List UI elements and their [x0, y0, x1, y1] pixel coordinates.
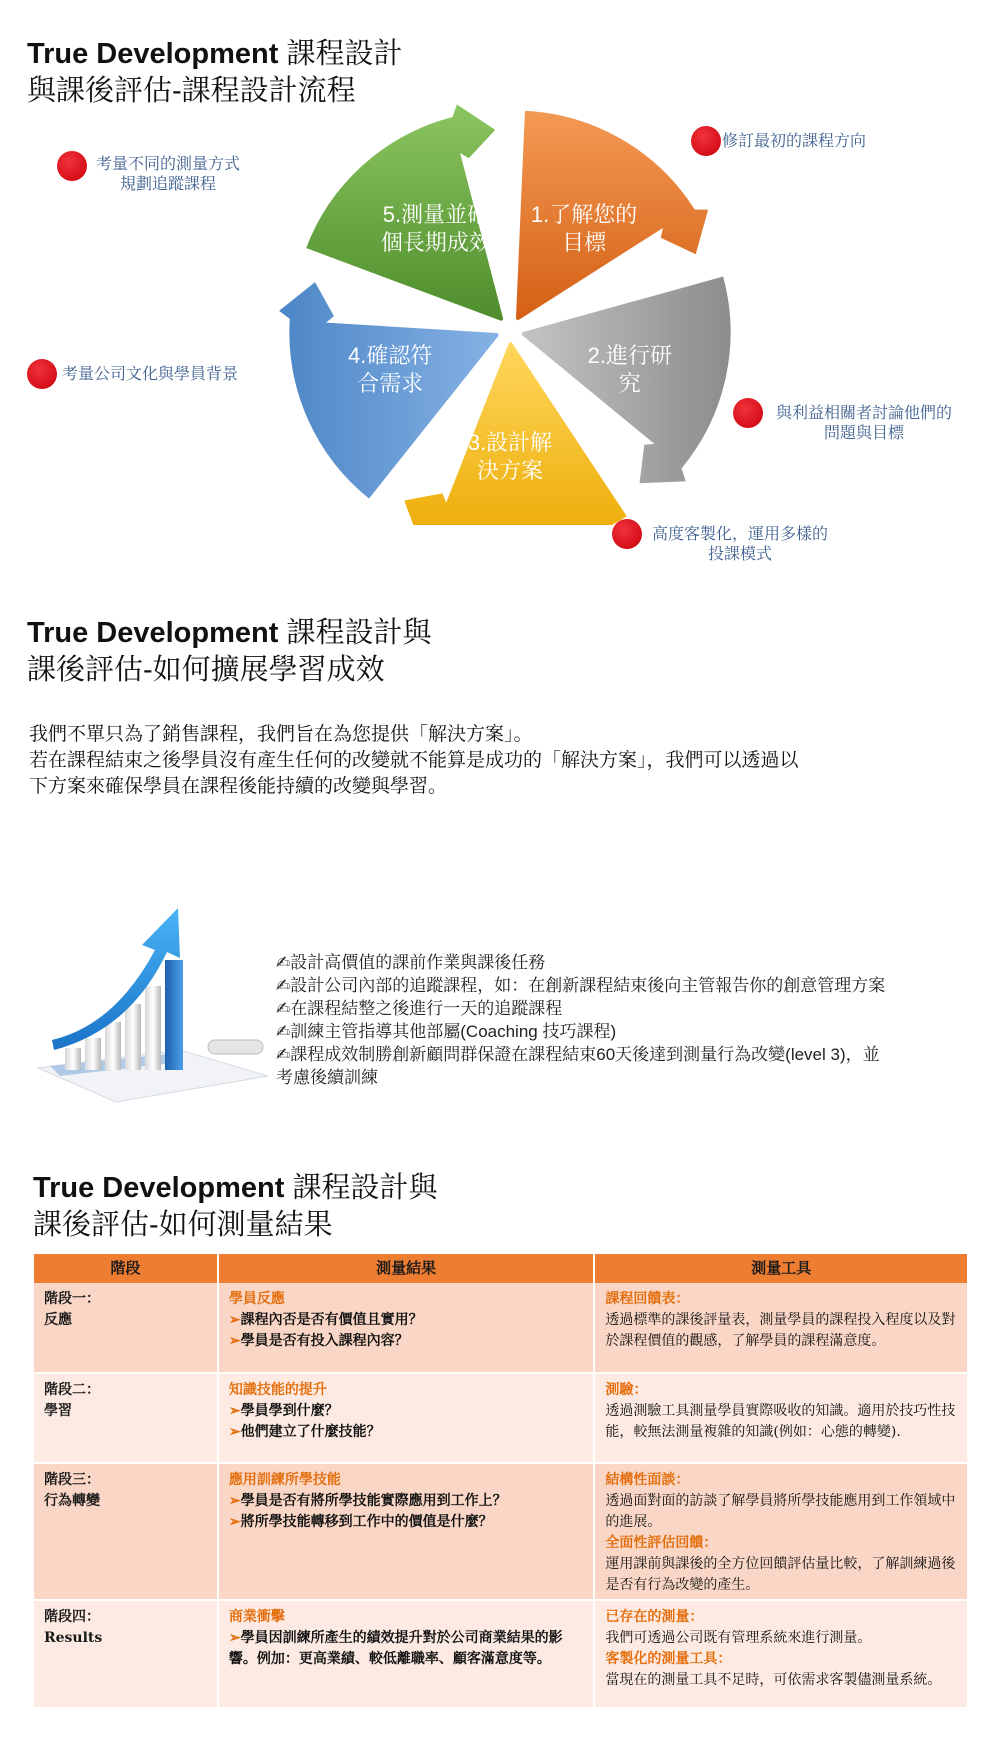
tool-cell: 課程回饋表： 透過標準的課後評量表，測量學員的課程投入程度以及對於課程價值的觀感，了解學員的課程滿意度。: [594, 1283, 968, 1373]
bullet-item-continued: 考慮後續訓練: [276, 1068, 378, 1087]
header-tool: 測量工具: [594, 1254, 968, 1283]
intro-paragraph: [29, 722, 799, 800]
pen-icon: ✍: [276, 976, 291, 995]
bullet-item: ✍設計公司內部的追蹤課程，如：在創新課程結束後向主管報告你的創意管理方案: [276, 976, 886, 995]
section3-title: [33, 1170, 437, 1244]
cycle-label: 1.了解您的: [530, 202, 638, 228]
note-4: 考量公司文化與學員背景: [62, 366, 239, 383]
arrow-marker-icon: ➢: [228, 1312, 241, 1328]
cycle-label: 4.確認符: [348, 342, 433, 368]
tool-cell: 測驗： 透過測驗工具測量學員實際吸收的知識。適用於技巧性技能，較無法測量複雜的知識(例如：心態的轉變).: [594, 1373, 968, 1463]
measurement-table: [34, 1254, 969, 1709]
cycle-label: 目標: [562, 230, 607, 256]
cycle-label: 5.測量並確: [382, 202, 490, 228]
section1-title-line2: 與課後評估-課程設計流程: [27, 75, 356, 107]
arrow-marker-icon: ➢: [228, 1493, 241, 1509]
table-row: [34, 1600, 968, 1708]
section3-title-line2: 課後評估-如何測量結果: [33, 1209, 333, 1241]
stage-cell: 階段四： Results: [34, 1600, 218, 1708]
arrow-marker-icon: ➢: [228, 1333, 241, 1349]
tool-cell: 已存在的測量： 我們可透過公司既有管理系統來進行測量。 客製化的測量工具： 當現在的測量工具不足時，可依需求客製儘測量系統。: [594, 1600, 968, 1708]
section2-title-line2: 課後評估-如何擴展學習成效: [27, 654, 385, 686]
pen-icon: ✍: [276, 1022, 291, 1041]
intro-line: 下方案來確保學員在課程後能持續的改變與學習。: [29, 776, 448, 797]
note-2: 與利益相關者討論他們的 問題與目標: [775, 405, 952, 442]
table-row: [34, 1283, 968, 1373]
note-marker-5: [57, 151, 87, 181]
note-1: 修訂最初的課程方向: [722, 133, 867, 150]
note-marker-2: [733, 398, 763, 428]
pen-icon: ✍: [276, 999, 291, 1018]
section3-title-zh: 課程設計與: [284, 1172, 438, 1204]
note-5: 考量不同的測量方式 規劃追蹤課程: [95, 156, 240, 193]
note-marker-3: [612, 519, 642, 549]
section1-title-en: True Development: [27, 38, 279, 70]
cycle-label: 究: [618, 370, 641, 396]
bullet-item: ✍課程成效制勝創新顧問群保證在課程結束60天後達到測量行為改變(level 3)，並: [276, 1045, 880, 1064]
cycle-label: 2.進行研: [587, 342, 672, 368]
cycle-label: 3.設計解: [467, 430, 553, 455]
section2-title: [27, 615, 431, 689]
result-cell: 知識技能的提升 ➢學員學到什麼？ ➢他們建立了什麼技能？: [218, 1373, 595, 1463]
cycle-label: 個長期成效: [380, 230, 491, 256]
bullet-item: ✍在課程結整之後進行一天的追蹤課程: [276, 999, 563, 1018]
header-result: 測量結果: [218, 1254, 595, 1283]
bullet-item: ✍設計高價值的課前作業與課後任務: [276, 953, 546, 972]
section2-title-en: True Development: [27, 617, 279, 649]
intro-line: 若在課程結束之後學員沒有產生任何的改變就不能算是成功的「解決方案」，我們可以透過以: [29, 750, 799, 771]
result-cell: 商業衝擊 ➢學員因訓練所產生的績效提升對於公司商業結果的影響。例加：更高業績、較低離職率、顧客滿意度等。: [218, 1600, 595, 1708]
growth-chart-illustration: [30, 890, 270, 1110]
table-row: [34, 1373, 968, 1463]
table-row: [34, 1463, 968, 1600]
tool-cell: 結構性面談： 透過面對面的訪談了解學員將所學技能應用到工作領域中的進展。 全面性評估回饋： 運用課前與課後的全方位回饋評估量比較，了解訓練過後是否有行為改變的產生。: [594, 1463, 968, 1600]
pen-icon: ✍: [276, 1045, 291, 1064]
arrow-marker-icon: ➢: [228, 1403, 241, 1419]
arrow-marker-icon: ➢: [228, 1514, 241, 1530]
section2-title-zh: 課程設計與: [278, 617, 432, 649]
stage-cell: 階段三： 行為轉變: [34, 1463, 218, 1600]
section3-title-en: True Development: [33, 1172, 285, 1204]
stage-cell: 階段一： 反應: [34, 1283, 218, 1373]
arrow-marker-icon: ➢: [228, 1424, 241, 1440]
pen-icon: ✍: [276, 953, 291, 972]
cycle-label: 決方案: [476, 458, 544, 483]
note-3: 高度客製化，運用多樣的 投課模式: [651, 526, 828, 563]
bullet-item: ✍訓練主管指導其他部屬(Coaching 技巧課程): [276, 1022, 617, 1041]
table-header-row: [34, 1254, 968, 1283]
result-cell: 學員反應 ➢課程內否是否有價值且實用？ ➢學員是否有投入課程內容？: [218, 1283, 595, 1373]
arrow-marker-icon: ➢: [228, 1630, 241, 1646]
header-stage: 階段: [34, 1254, 218, 1283]
bullet-list: [276, 951, 885, 1089]
note-marker-1: [691, 126, 721, 156]
result-cell: 應用訓練所學技能 ➢學員是否有將所學技能實際應用到工作上？ ➢將所學技能轉移到工作中的價值是什麼？: [218, 1463, 595, 1600]
process-cycle-diagram: [270, 85, 750, 525]
intro-line: 我們不單只為了銷售課程，我們旨在為您提供「解決方案」。: [29, 724, 533, 745]
section1-title-zh: 課程設計: [278, 38, 403, 70]
note-marker-4: [27, 359, 57, 389]
cycle-label: 合需求: [357, 370, 424, 396]
stage-cell: 階段二： 學習: [34, 1373, 218, 1463]
